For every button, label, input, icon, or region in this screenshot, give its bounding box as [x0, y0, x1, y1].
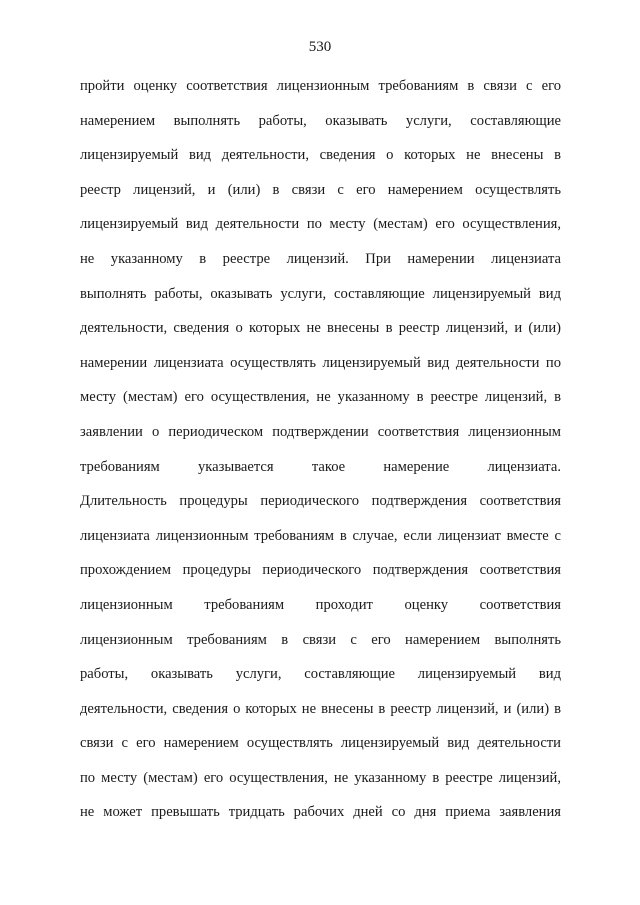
text-line: не указанному в реестре лицензий. При намерении лицензиата	[80, 250, 561, 267]
text-line: лицензионным требованиям в связи с его намерением выполнять	[80, 631, 561, 648]
text-line: пройти оценку соответствия лицензионным требованиям в связи с его	[80, 78, 561, 94]
text-line: работы, оказывать услуги, составляющие лицензируемый вид	[80, 666, 561, 683]
text-line: по месту (местам) его осуществления, не указанному в реестре лицензий,	[80, 769, 561, 786]
text-line: лицензионным требованиям проходит оценку соответствия	[80, 596, 561, 613]
text-line: выполнять работы, оказывать услуги, составляющие лицензируемый вид	[80, 285, 561, 302]
text-line: деятельности, сведения о которых не внесены в реестр лицензий, и (или) в	[80, 700, 561, 717]
text-line: лицензируемый вид деятельности, сведения о которых не внесены в	[80, 147, 561, 164]
text-line: Длительность процедуры периодического подтверждения соответствия	[80, 493, 561, 510]
text-line: не может превышать тридцать рабочих дней со дня приема заявления	[80, 804, 561, 821]
text-line: заявлении о периодическом подтверждении соответствия лицензионным	[80, 423, 561, 440]
text-line: намерением выполнять работы, оказывать услуги, составляющие	[80, 112, 561, 129]
text-line: реестр лицензий, и (или) в связи с его намерением осуществлять	[80, 181, 561, 198]
text-line: прохождением процедуры периодического подтверждения соответствия	[80, 562, 561, 579]
page-number: 530	[308, 39, 332, 55]
text-line: деятельности, сведения о которых не внесены в реестр лицензий, и (или)	[80, 320, 561, 337]
text-line: лицензиата лицензионным требованиям в случае, если лицензиат вместе с	[80, 527, 561, 544]
text-line: лицензируемый вид деятельности по месту (местам) его осуществления,	[80, 216, 561, 233]
body-text	[80, 69, 561, 830]
text-line: месту (местам) его осуществления, не указанному в реестре лицензий, в	[80, 389, 561, 406]
text-line: требованиям указывается такое намерение лицензиата.	[80, 458, 561, 475]
text-line: связи с его намерением осуществлять лицензируемый вид деятельности	[80, 735, 561, 752]
text-line: намерении лицензиата осуществлять лицензируемый вид деятельности по	[80, 354, 561, 371]
